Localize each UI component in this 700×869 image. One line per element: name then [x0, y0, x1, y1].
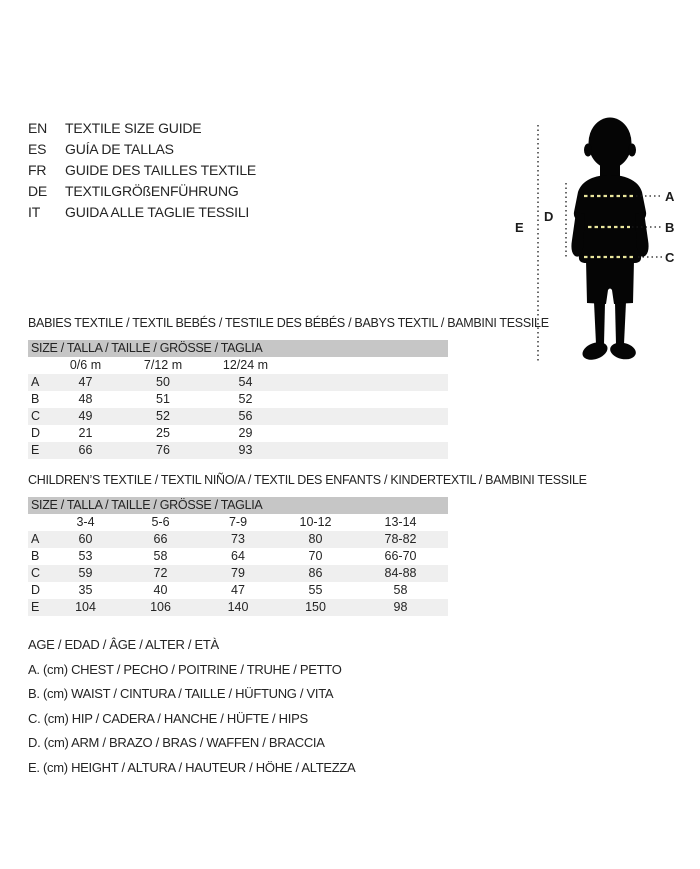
cell-value: 49	[78, 409, 93, 423]
table-column-header-row	[28, 514, 448, 531]
cell-value: 47	[78, 375, 93, 389]
table-column-header-row	[28, 357, 448, 374]
language-title: GUIDA ALLE TAGLIE TESSILI	[65, 204, 250, 220]
cell-value: 79	[231, 566, 245, 580]
cell-value: 54	[238, 375, 253, 389]
column-header: 12/24 m	[222, 358, 269, 372]
legend-line: AGE / EDAD / ÂGE / ALTER / ETÀ	[28, 637, 219, 652]
babies-table-header-bar: SIZE / TALLA / TAILLE / GRÖSSE / TAGLIA	[28, 340, 448, 357]
cell-value: 73	[231, 532, 245, 546]
column-header: 7-9	[228, 515, 248, 529]
row-label: B	[31, 549, 40, 563]
language-code: EN	[28, 120, 48, 136]
cell-value: 93	[238, 443, 253, 457]
language-list	[28, 118, 256, 223]
row-label: A	[31, 375, 40, 389]
cell-value: 52	[238, 392, 253, 406]
legend-line: C. (cm) HIP / CADERA / HANCHE / HÜFTE / HIPS	[28, 710, 308, 726]
row-label-spacer	[28, 357, 48, 374]
row-label: A	[31, 532, 40, 546]
measure-label-d: D	[544, 209, 554, 224]
cell-value: 58	[393, 583, 408, 597]
child-silhouette	[571, 118, 648, 363]
cell-value: 25	[156, 426, 170, 440]
language-row	[28, 118, 256, 139]
cell-value: 76	[156, 443, 170, 457]
children-size-table	[28, 497, 448, 616]
measure-label-b: B	[665, 220, 675, 235]
babies-size-table	[28, 340, 448, 459]
cell-value: 70	[308, 549, 323, 563]
cell-value: 56	[238, 409, 253, 423]
cell-value: 59	[78, 566, 93, 580]
row-label: E	[31, 443, 40, 457]
measure-label-e: E	[515, 220, 524, 235]
language-title: TEXTILE SIZE GUIDE	[65, 120, 202, 136]
cell-value: 98	[393, 600, 408, 614]
language-code: ES	[28, 141, 47, 157]
row-label-spacer	[28, 514, 48, 531]
legend-line: A. (cm) CHEST / PECHO / POITRINE / TRUHE / PETTO	[28, 661, 342, 677]
table-row	[28, 425, 448, 442]
cell-value: 47	[231, 583, 245, 597]
cell-value: 140	[227, 600, 249, 614]
cell-value: 60	[78, 532, 93, 546]
table-row	[28, 531, 448, 548]
language-row	[28, 181, 256, 202]
language-code: DE	[28, 183, 48, 199]
table-row	[28, 599, 448, 616]
children-table-header-bar: SIZE / TALLA / TAILLE / GRÖSSE / TAGLIA	[28, 497, 448, 514]
column-header: 0/6 m	[69, 358, 102, 372]
measure-label-a: A	[665, 189, 675, 204]
cell-value: 51	[156, 392, 170, 406]
row-label: D	[31, 426, 41, 440]
column-header: 3-4	[76, 515, 95, 529]
cell-value: 21	[78, 426, 93, 440]
language-code: FR	[28, 162, 47, 178]
cell-value: 48	[78, 392, 93, 406]
table-row	[28, 582, 448, 599]
table-row	[28, 548, 448, 565]
cell-value: 53	[78, 549, 93, 563]
table-row	[28, 442, 448, 459]
table-row	[28, 374, 448, 391]
cell-value: 58	[153, 549, 168, 563]
language-row	[28, 160, 256, 181]
cell-value: 35	[78, 583, 93, 597]
row-label: C	[31, 409, 41, 423]
child-measurement-figure	[500, 100, 700, 380]
cell-value: 66	[153, 532, 168, 546]
cell-value: 78-82	[384, 532, 417, 546]
table-row	[28, 408, 448, 425]
language-code: IT	[28, 204, 41, 220]
cell-value: 106	[150, 600, 171, 614]
row-label: D	[31, 583, 41, 597]
cell-value: 80	[308, 532, 323, 546]
row-label: C	[31, 566, 41, 580]
language-title: GUÍA DE TALLAS	[65, 141, 174, 157]
cell-value: 72	[153, 566, 168, 580]
table-row	[28, 391, 448, 408]
measurement-legend	[28, 633, 355, 780]
children-section-title: CHILDREN’S TEXTILE / TEXTIL NIÑO/A / TEXTIL DES ENFANTS / KINDERTEXTIL / BAMBINI TESSILE	[28, 473, 587, 487]
babies-section-title: BABIES TEXTILE / TEXTIL BEBÉS / TESTILE DES BÉBÉS / BABYS TEXTIL / BAMBINI TESSILE	[28, 316, 549, 330]
cell-value: 40	[153, 583, 168, 597]
measure-label-c: C	[665, 250, 675, 265]
cell-value: 50	[156, 375, 170, 389]
cell-value: 104	[75, 600, 96, 614]
cell-value: 52	[156, 409, 170, 423]
cell-value: 66-70	[384, 549, 417, 563]
language-row	[28, 139, 256, 160]
column-header: 5-6	[151, 515, 170, 529]
cell-value: 86	[308, 566, 323, 580]
row-label: E	[31, 600, 40, 614]
cell-value: 84-88	[384, 566, 417, 580]
cell-value: 64	[231, 549, 245, 563]
table-row	[28, 565, 448, 582]
column-header: 7/12 m	[143, 358, 183, 372]
cell-value: 55	[308, 583, 323, 597]
row-label: B	[31, 392, 40, 406]
language-title: TEXTILGRÖßENFÜHRUNG	[65, 183, 239, 199]
cell-value: 29	[238, 426, 253, 440]
legend-line: E. (cm) HEIGHT / ALTURA / HAUTEUR / HÖHE / ALTEZZA	[28, 759, 356, 775]
language-title: GUIDE DES TAILLES TEXTILE	[65, 162, 257, 178]
cell-value: 66	[78, 443, 93, 457]
language-row	[28, 202, 256, 223]
legend-line: B. (cm) WAIST / CINTURA / TAILLE / HÜFTUNG / VITA	[28, 686, 334, 701]
column-header: 13-14	[384, 515, 417, 529]
cell-value: 150	[305, 600, 326, 614]
legend-line: D. (cm) ARM / BRAZO / BRAS / WAFFEN / BRACCIA	[28, 735, 325, 750]
column-header: 10-12	[299, 515, 332, 529]
